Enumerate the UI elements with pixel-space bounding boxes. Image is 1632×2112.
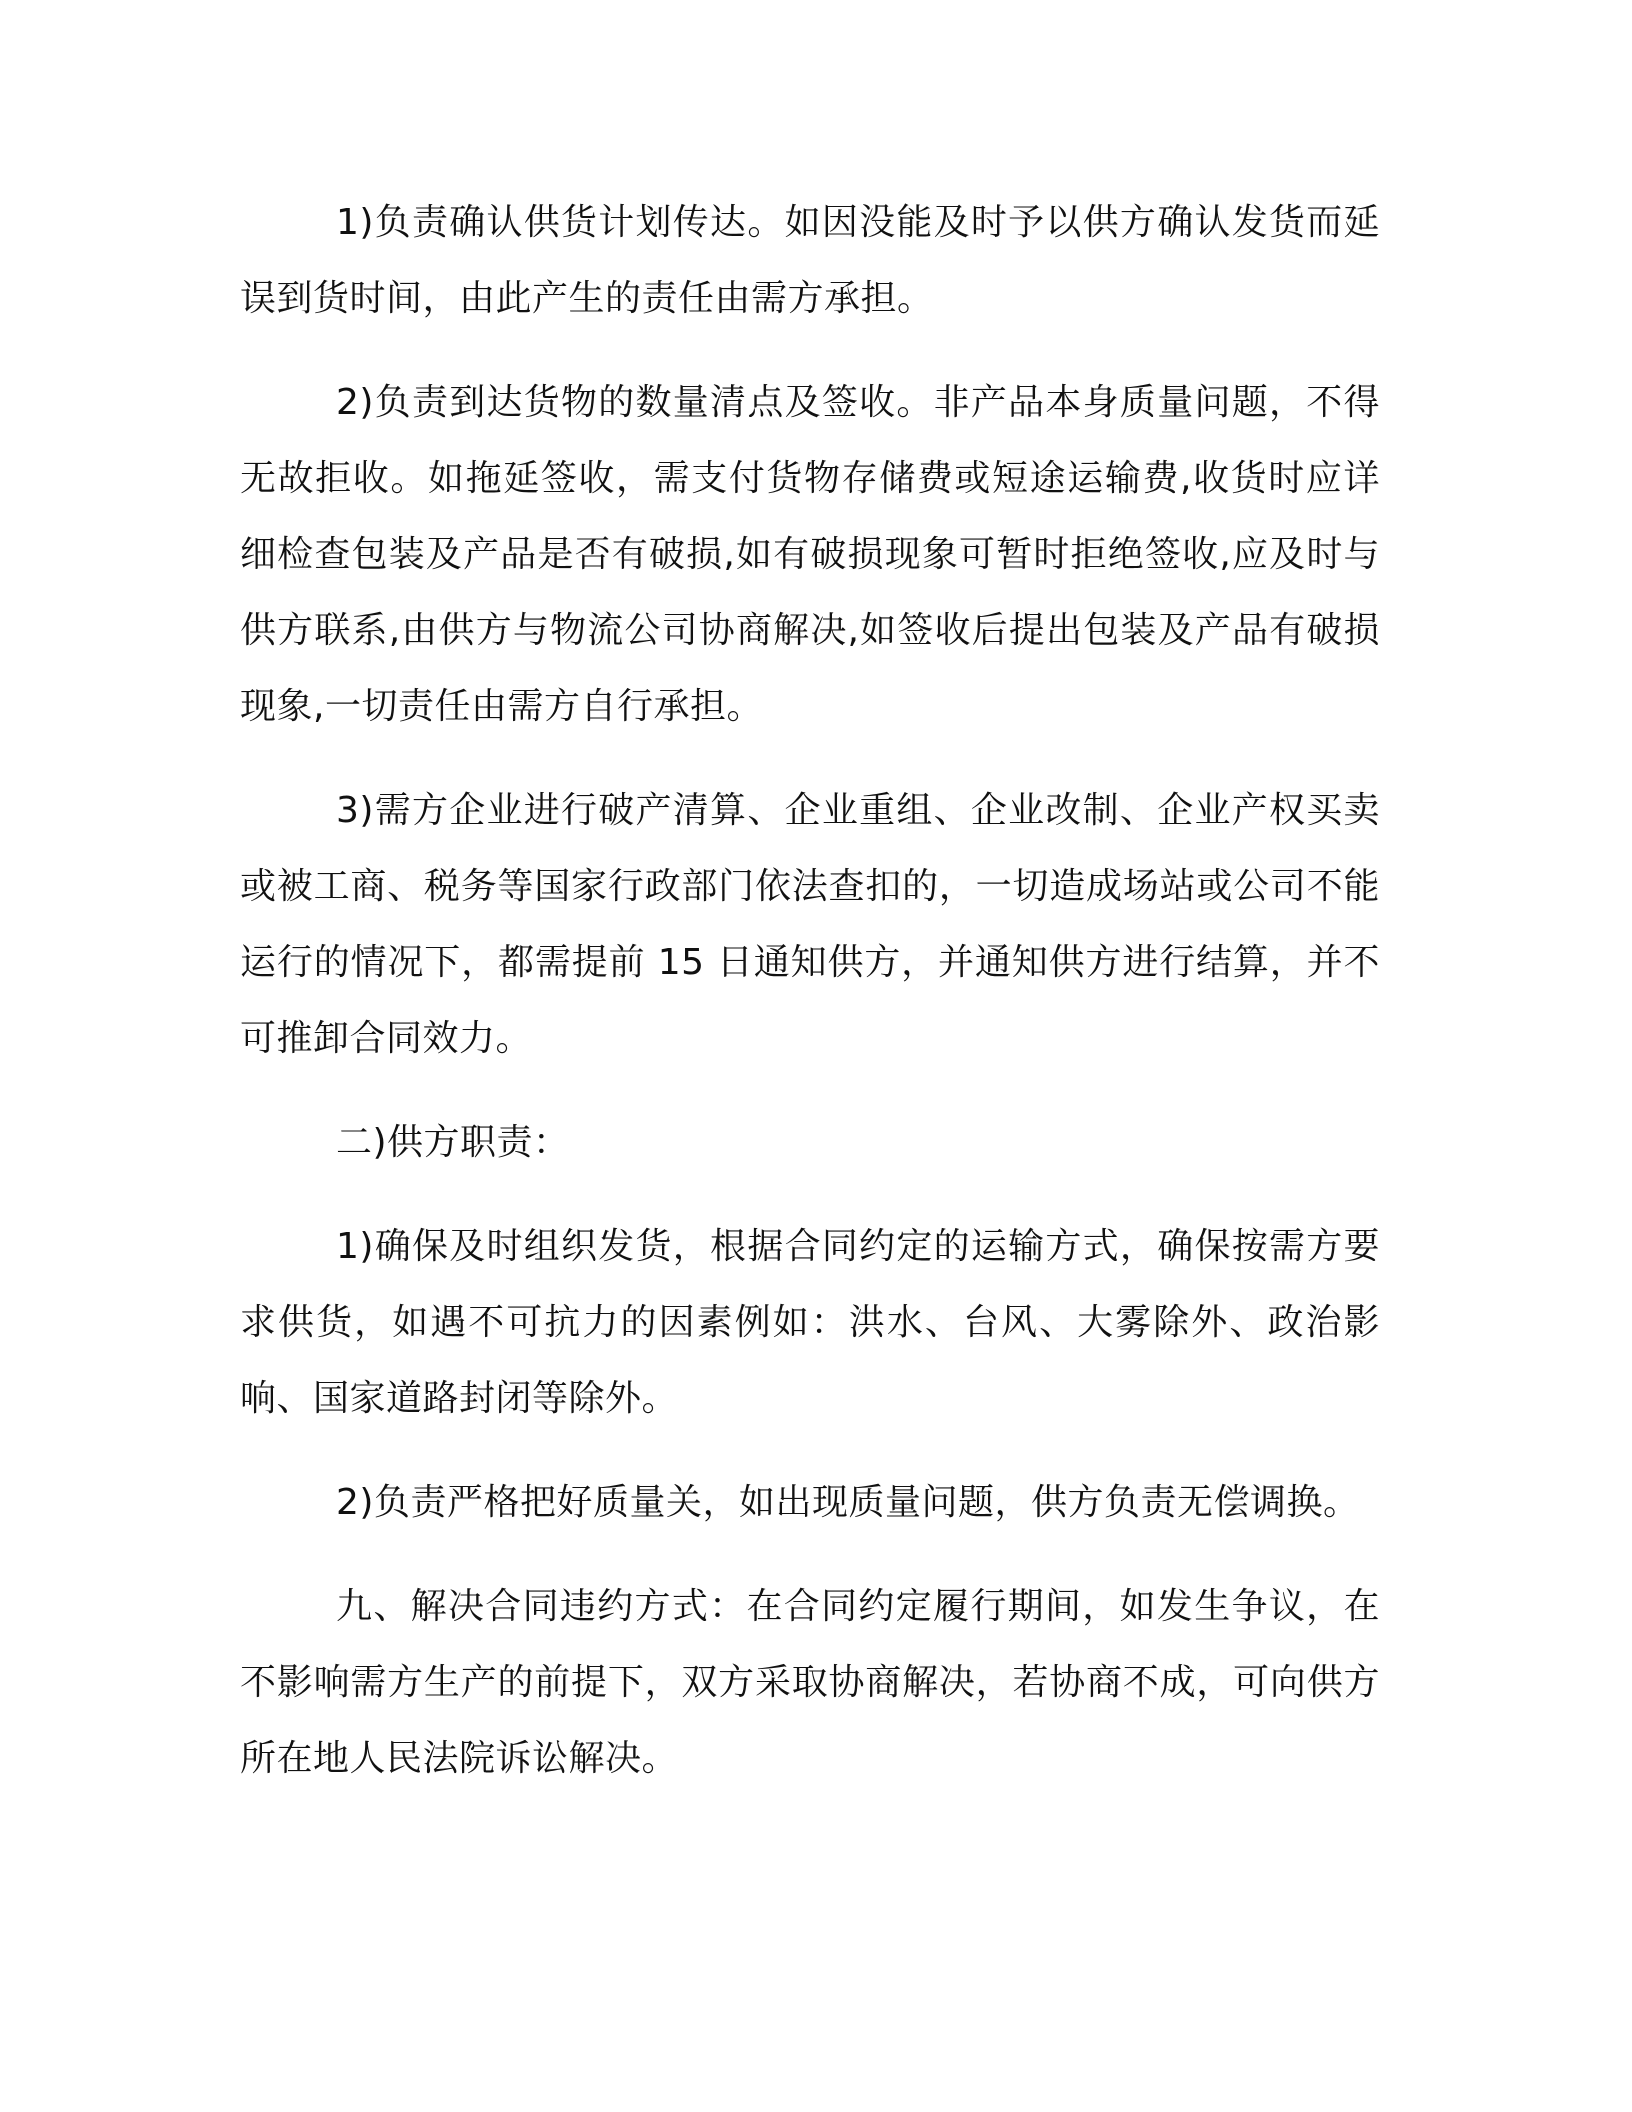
paragraph-buyer-duty-3: 3)需方企业进行破产清算、企业重组、企业改制、企业产权买卖或被工商、税务等国家行政部门依法查扣的，一切造成场站或公司不能运行的情况下，都需提前 15 日通知供方，并通知供方进行结算，并不可推卸合同效力。: [240, 790, 1380, 1059]
paragraph-supplier-duty-1: 1)确保及时组织发货，根据合同约定的运输方式，确保按需方要求供货，如遇不可抗力的因素例如：洪水、台风、大雾除外、政治影响、国家道路封闭等除外。: [240, 1226, 1380, 1419]
paragraph-supplier-duty-2: 2)负责严格把好质量关，如出现质量问题，供方负责无偿调换。: [336, 1482, 1360, 1523]
paragraph-buyer-duty-1: 1)负责确认供货计划传达。如因没能及时予以供方确认发货而延误到货时间，由此产生的责任由需方承担。: [240, 202, 1380, 319]
paragraph-buyer-duty-2: 2)负责到达货物的数量清点及签收。非产品本身质量问题，不得无故拒收。如拖延签收，需支付货物存储费或短途运输费,收货时应详细检查包装及产品是否有破损,如有破损现象可暂时拒绝签收,应及时与供方联系,由供方与物流公司协商解决,如签收后提出包装及产品有破损现象,一切责任由需方自行承担。: [240, 382, 1380, 727]
paragraph-dispute-resolution: 九、解决合同违约方式：在合同约定履行期间，如发生争议，在不影响需方生产的前提下，双方采取协商解决，若协商不成，可向供方所在地人民法院诉讼解决。: [240, 1586, 1380, 1779]
section-heading-supplier-duties: 二)供方职责：: [336, 1122, 570, 1163]
document-body: [240, 185, 1380, 1825]
